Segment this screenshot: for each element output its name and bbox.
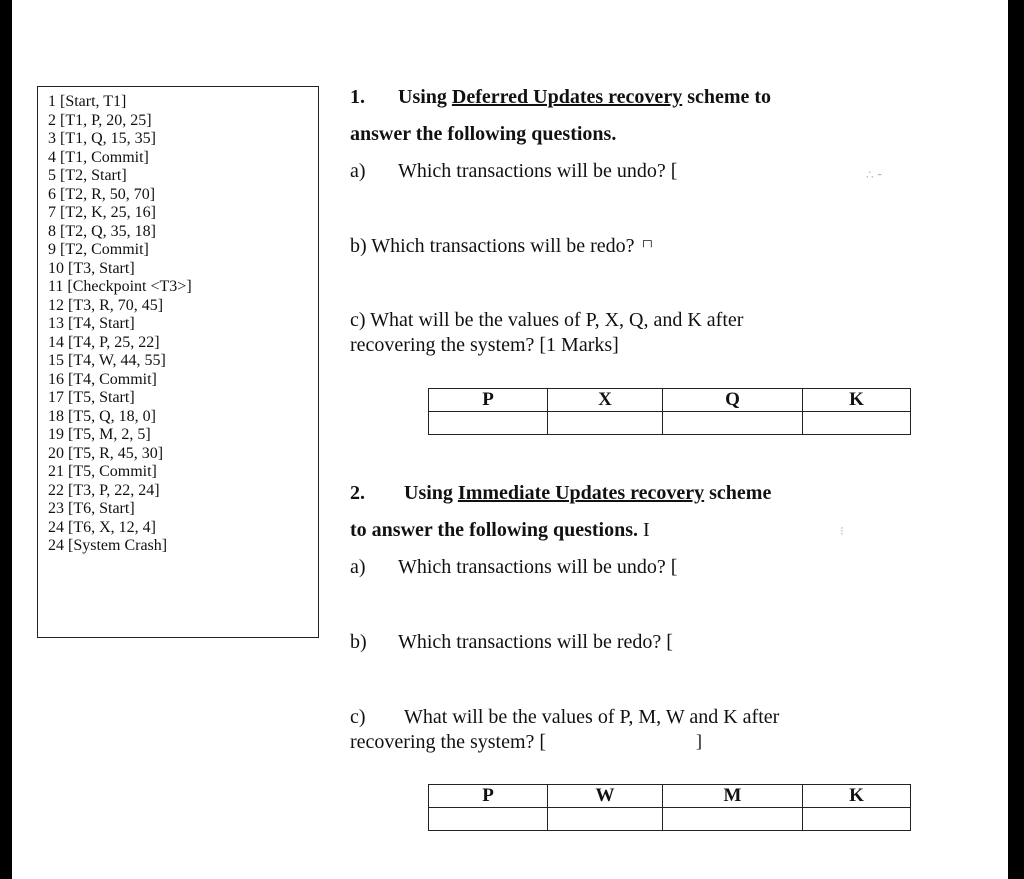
log-entry: 16 [T4, Commit] — [48, 370, 157, 388]
q2-c-label: c) — [350, 706, 366, 728]
log-entry: 1 [Start, T1] — [48, 93, 127, 110]
q2-b — [350, 631, 673, 654]
q2-c-text: What will be the values of P, M, W and K after — [404, 706, 780, 728]
q2-line2-mark: I — [643, 519, 650, 541]
log-entry: 4 [T1, Commit] — [48, 148, 149, 166]
q1-header-k: K — [803, 389, 911, 412]
q2-a-text: Which transactions will be undo? [ — [398, 556, 678, 578]
q1-b — [350, 235, 655, 258]
log-entry: 9 [T2, Commit] — [48, 241, 149, 258]
q2-scheme: Immediate Updates recovery — [457, 482, 705, 504]
log-entry: 10 [T3, Start] — [48, 259, 135, 277]
log-entry: 2 [T1, P, 20, 25] — [48, 111, 152, 129]
log-entry: 23 [T6, Start] — [48, 500, 135, 517]
q1-table-header-row — [429, 389, 911, 412]
q1-c-line2: recovering the system? [1 Marks] — [350, 334, 619, 356]
log-entry: 6 [T2, R, 50, 70] — [48, 185, 156, 203]
q2-b-text: Which transactions will be redo? [ — [398, 631, 673, 653]
q1-answer-x[interactable] — [548, 412, 663, 435]
q1-header-p: P — [429, 389, 548, 412]
log-entry: 7 [T2, K, 25, 16] — [48, 204, 156, 221]
q1-scheme: Deferred Updates recovery — [451, 86, 683, 108]
log-entry: 20 [T5, R, 45, 30] — [48, 444, 164, 462]
log-entry: 13 [T4, Start] — [48, 315, 135, 332]
q1-a — [350, 160, 677, 183]
q1-answer-k[interactable] — [803, 412, 911, 435]
q2-lead: Using — [404, 482, 453, 504]
q2-answer-m[interactable] — [663, 808, 803, 831]
q2-c-close: ] — [696, 731, 702, 751]
q1-lead: Using — [398, 86, 447, 108]
q2-table-answer-row — [429, 808, 911, 831]
q1-heading — [350, 86, 771, 109]
log-entry: 17 [T5, Start] — [48, 389, 135, 406]
q2-heading-line2 — [350, 519, 650, 542]
log-entry: 8 [T2, Q, 35, 18] — [48, 222, 156, 240]
q1-tail: scheme to — [687, 86, 772, 108]
q1-a-label: a) — [350, 160, 366, 182]
q2-header-p: P — [429, 785, 548, 808]
log-entry: 15 [T4, W, 44, 55] — [48, 352, 166, 369]
q2-tail: scheme — [709, 482, 772, 504]
q2-number: 2. — [350, 482, 365, 504]
q2-b-label: b) — [350, 631, 367, 653]
q2-answer-k[interactable] — [803, 808, 911, 831]
q1-number: 1. — [350, 86, 365, 108]
q2-header-w: W — [548, 785, 663, 808]
q1-b-text: b) Which transactions will be redo? — [350, 235, 635, 257]
log-entry: 24 [System Crash] — [48, 537, 168, 554]
log-entry: 22 [T3, P, 22, 24] — [48, 481, 160, 499]
log-entry: 19 [T5, M, 2, 5] — [48, 426, 151, 443]
log-entry: 3 [T1, Q, 15, 35] — [48, 130, 156, 147]
q2-values-table — [428, 784, 911, 831]
q2-answer-p[interactable] — [429, 808, 548, 831]
q2-a — [350, 556, 677, 579]
q2-a-label: a) — [350, 556, 366, 578]
q1-answer-p[interactable] — [429, 412, 548, 435]
q2-c-line2-text: recovering the system? [ — [350, 731, 547, 753]
q1-table-answer-row — [429, 412, 911, 435]
log-entry: 5 [T2, Start] — [48, 167, 127, 184]
log-entry: 18 [T5, Q, 18, 0] — [48, 407, 156, 425]
q2-c-line2 — [350, 731, 546, 754]
q1-heading-line2: answer the following questions. — [350, 123, 617, 145]
q1-values-table — [428, 388, 911, 435]
q1-a-text: Which transactions will be undo? [ — [398, 160, 678, 182]
q2-answer-w[interactable] — [548, 808, 663, 831]
scan-smudge: ⁝ — [840, 524, 844, 538]
q1-header-x: X — [548, 389, 663, 412]
log-entry: 12 [T3, R, 70, 45] — [48, 296, 164, 314]
q2-line2-text: to answer the following questions. — [350, 519, 638, 541]
q2-table-header-row — [429, 785, 911, 808]
q1-b-mark: ┌┐ — [639, 235, 656, 247]
q1-header-q: Q — [663, 389, 803, 412]
log-entry: 11 [Checkpoint <T3>] — [48, 278, 192, 295]
log-entry: 14 [T4, P, 25, 22] — [48, 333, 160, 351]
scan-smudge: ∴ ⁃ — [866, 168, 883, 182]
q2-header-k: K — [803, 785, 911, 808]
q2-c — [350, 706, 779, 729]
transaction-log-list — [48, 93, 192, 556]
q1-answer-q[interactable] — [663, 412, 803, 435]
q1-c-line1: c) What will be the values of P, X, Q, and K after — [350, 309, 744, 331]
log-entry: 21 [T5, Commit] — [48, 463, 157, 480]
q2-header-m: M — [663, 785, 803, 808]
log-entry: 24 [T6, X, 12, 4] — [48, 518, 156, 536]
q2-heading — [350, 482, 771, 505]
